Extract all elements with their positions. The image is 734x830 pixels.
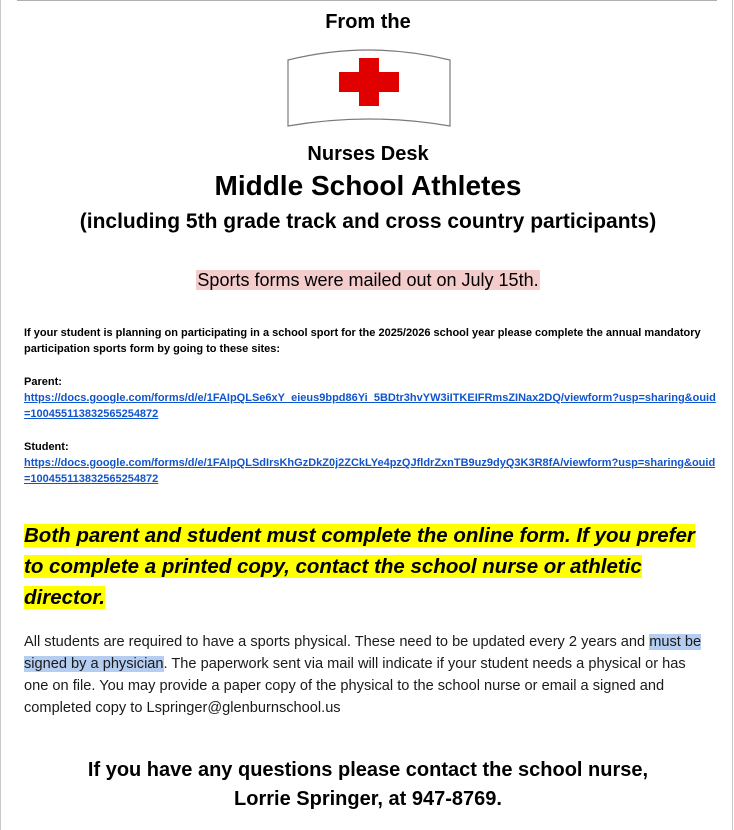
contact-line-1: If you have any questions please contact the school nurse, (87, 759, 649, 781)
from-label: From the (325, 11, 411, 33)
physical-text-after: . The paperwork sent via mail will indicate if your student needs a physical or has one on file. You may provide a paper copy of the physical to the school nurse or email a signed and completed copy to Lspringer@glenburnschool.us (24, 656, 686, 716)
mailed-notice-text: Sports forms were mailed out on July 15th. (197, 270, 539, 290)
page-subtitle: (including 5th grade track and cross country participants) (79, 210, 657, 233)
contact-info (1, 756, 734, 814)
student-label: Student: (24, 441, 69, 453)
contact-line-2: Lorrie Springer, at 947-8769. (234, 788, 502, 810)
student-form-link[interactable]: https://docs.google.com/forms/d/e/1FAIpQLSdIrsKhGzDkZ0j2ZCkLYe4pzQJfldrZxnTB9uz9dyQ3K3R8fA/viewform?usp=sharing&ouid=100455113832565254872 (24, 457, 716, 485)
selected-text[interactable]: must be signed by a physician (24, 634, 702, 672)
page-title: Middle School Athletes (214, 170, 522, 201)
parent-form-link-container (24, 390, 719, 422)
physical-requirements-paragraph (24, 631, 714, 719)
nurses-desk-label: Nurses Desk (307, 143, 429, 165)
student-form-link-container (24, 455, 719, 487)
instructions-intro: If your student is planning on participating in a school sport for the 2025/2026 school year please complete the annual mandatory participation sports form by going to these sites: (24, 327, 701, 355)
parent-form-link[interactable]: https://docs.google.com/forms/d/e/1FAIpQLSe6xY_eieus9bpd86Yi_5BDtr3hvYW3iITKEIFRmsZINax2DQ/viewform?usp=sharing&ouid=100455113832565254872 (24, 392, 716, 420)
red-cross-nurse-cap-icon (286, 46, 452, 130)
page-top-divider (17, 0, 717, 1)
important-note-text: Both parent and student must complete the online form. If you prefer to complete a printed copy, contact the school nurse or athletic director. (24, 524, 695, 609)
parent-label: Parent: (24, 376, 62, 388)
important-note (24, 520, 714, 613)
physical-text-before: All students are required to have a sports physical. These need to be updated every 2 years and (24, 634, 650, 650)
mailed-notice (1, 270, 734, 291)
